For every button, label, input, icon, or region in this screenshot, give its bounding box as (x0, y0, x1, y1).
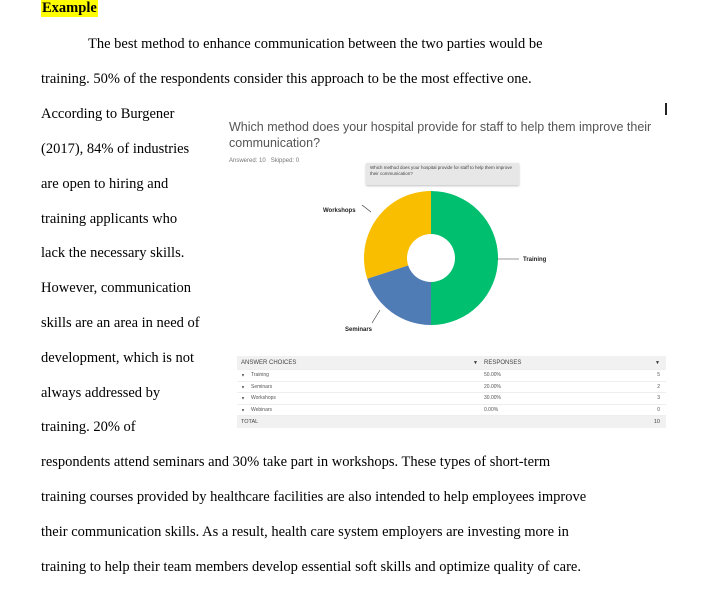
row-percent: 50.00% (484, 372, 501, 379)
row-choice: Seminars (251, 383, 273, 390)
row-count: 5 (657, 372, 660, 379)
row-count: 2 (657, 383, 660, 390)
wrap-line: (2017), 84% of industries (41, 141, 190, 157)
example-heading: Example (42, 0, 97, 16)
table-row (237, 382, 666, 394)
slice-label-workshops: Workshops (323, 208, 356, 214)
table-row (237, 370, 666, 382)
expand-caret-icon[interactable]: ▼ (241, 372, 245, 378)
slice-label-seminars: Seminars (345, 327, 373, 333)
wrap-line: always addressed by (41, 385, 161, 401)
wrap-line: training applicants who (41, 211, 178, 227)
wrap-line: However, communication (41, 280, 192, 296)
paragraph-line: training courses provided by healthcare facilities are also intended to help employees improve (41, 489, 587, 505)
row-count: 0 (657, 406, 660, 413)
survey-question: Which method does your hospital provide for staff to help them improve their communication? (229, 120, 652, 150)
answered-count: Answered: 10 (229, 158, 266, 164)
wrap-line: skills are an area in need of (41, 315, 200, 331)
row-choice: Workshops (251, 395, 276, 402)
skipped-count: Skipped: 0 (270, 158, 300, 164)
row-count: 3 (657, 395, 660, 402)
paragraph-line: their communication skills. As a result, health care system employers are investing more in (41, 524, 569, 540)
donut-hole (407, 234, 455, 282)
row-percent: 30.00% (484, 395, 501, 402)
table-header (237, 356, 666, 370)
responses-table (237, 356, 666, 428)
expand-caret-icon[interactable]: ▼ (241, 384, 245, 390)
paragraph-line: training. 50% of the respondents consider this approach to be the most effective one. (41, 71, 532, 87)
table-row (237, 405, 666, 417)
wrap-line: lack the necessary skills. (41, 245, 185, 261)
expand-caret-icon[interactable]: ▼ (241, 395, 245, 401)
chart-tooltip: Which method does your hospital provide for staff to help them improve their communication? (366, 163, 519, 185)
paragraph-line: training to help their team members develop essential soft skills and optimize quality of care. (41, 559, 581, 575)
wrap-line: are open to hiring and (41, 176, 169, 192)
paragraph-line: The best method to enhance communication between the two parties would be (88, 36, 543, 52)
leader-workshops (362, 205, 371, 212)
paragraph-line: respondents attend seminars and 30% take part in workshops. These types of short-term (41, 454, 551, 470)
sort-caret-icon[interactable]: ▼ (655, 359, 660, 366)
row-percent: 20.00% (484, 383, 501, 390)
header-answer-choices[interactable]: ANSWER CHOICES (241, 359, 297, 366)
total-count: 10 (653, 419, 660, 425)
slice-label-training: Training (523, 257, 547, 263)
table-row (237, 393, 666, 405)
wrap-line: training. 20% of (41, 419, 136, 435)
row-choice: Webinars (251, 406, 273, 413)
wrap-line: According to Burgener (41, 106, 175, 122)
row-percent: 0.00% (484, 406, 499, 413)
expand-caret-icon[interactable]: ▼ (241, 407, 245, 413)
header-responses[interactable]: RESPONSES (484, 359, 522, 366)
wrap-line: development, which is not (41, 350, 195, 366)
table-total-row (237, 416, 666, 428)
total-label: TOTAL (241, 419, 259, 425)
sort-caret-icon[interactable]: ▼ (473, 359, 478, 366)
leader-seminars (372, 310, 380, 323)
row-choice: Training (251, 372, 269, 379)
